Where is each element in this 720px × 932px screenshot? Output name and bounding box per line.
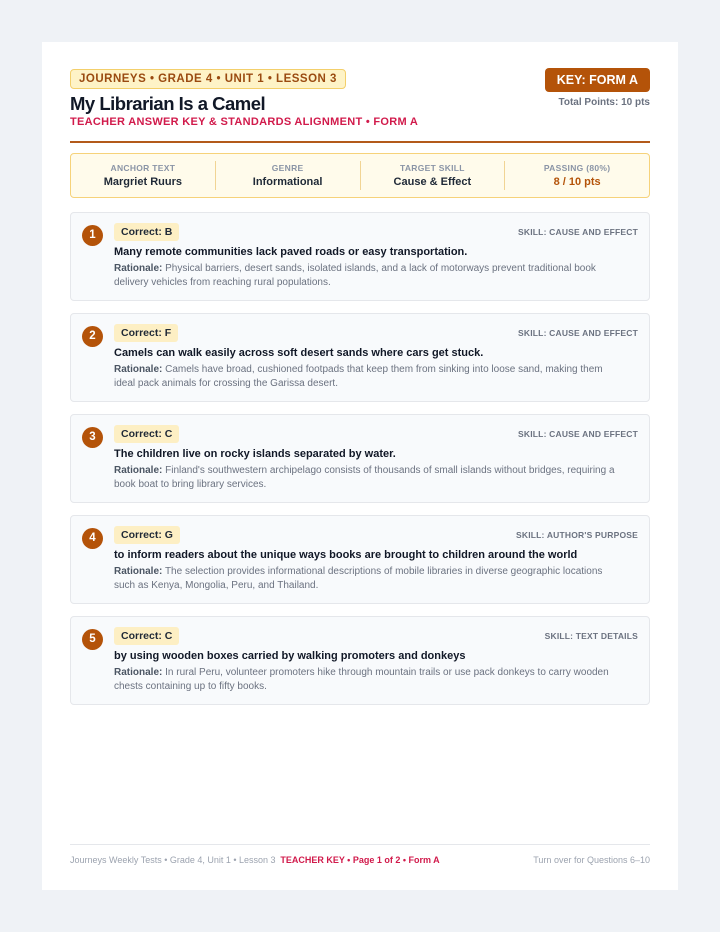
rationale-text: Physical barriers, desert sands, isolated islands, and a lack of motorways prevent traditional book delivery vehicles from reaching rural populations.	[114, 263, 596, 288]
correct-answer-badge: Correct: G	[114, 526, 180, 544]
question-number: 4	[82, 528, 103, 549]
info-genre	[216, 161, 361, 190]
rationale-text: The selection provides informational descriptions of mobile libraries in diverse geographic locations such as Kenya, Mongolia, Peru, and Thailand.	[114, 566, 603, 591]
question-number: 1	[82, 225, 103, 246]
question-stem: Camels can walk easily across soft desert sands where cars get stuck.	[114, 347, 484, 359]
series-tag: JOURNEYS • GRADE 4 • UNIT 1 • LESSON 3	[70, 69, 346, 89]
page-footer	[70, 844, 650, 874]
total-points: Total Points: 10 pts	[558, 97, 650, 108]
rationale-label: Rationale:	[114, 465, 163, 476]
info-value: Informational	[252, 176, 323, 188]
rationale-label: Rationale:	[114, 566, 163, 577]
question-card	[70, 515, 650, 604]
info-passing	[505, 161, 649, 190]
footer-continue-note: Turn over for Questions 6–10	[533, 855, 650, 865]
rationale	[114, 565, 623, 593]
rationale-text: Camels have broad, cushioned footpads that keep them from sinking into loose sand, making them ideal pack animals for crossing the Garissa desert.	[114, 364, 603, 389]
question-card	[70, 313, 650, 402]
question-card	[70, 616, 650, 705]
lesson-info-bar	[70, 153, 650, 198]
correct-answer-badge: Correct: B	[114, 223, 179, 241]
key-form-badge: KEY: FORM A	[545, 68, 650, 92]
info-anchor-text	[71, 161, 216, 190]
rationale-label: Rationale:	[114, 364, 163, 375]
rationale	[114, 666, 623, 694]
footer-series: Journeys Weekly Tests • Grade 4, Unit 1 • Lesson 3	[70, 855, 276, 865]
question-list	[70, 212, 650, 717]
correct-answer-badge: Correct: C	[114, 627, 179, 645]
page-header	[70, 68, 650, 143]
info-label: GENRE	[271, 163, 304, 173]
page-title: My Librarian Is a Camel	[70, 93, 266, 114]
info-value: 8 / 10 pts	[553, 176, 601, 188]
rationale	[114, 363, 623, 391]
question-number: 3	[82, 427, 103, 448]
skill-label: SKILL: TEXT DETAILS	[544, 631, 638, 641]
correct-answer-badge: Correct: C	[114, 425, 179, 443]
question-number: 5	[82, 629, 103, 650]
rationale-label: Rationale:	[114, 667, 163, 678]
rationale	[114, 262, 623, 290]
skill-label: SKILL: CAUSE AND EFFECT	[518, 227, 638, 237]
skill-label: SKILL: AUTHOR'S PURPOSE	[515, 530, 638, 540]
info-label: PASSING (80%)	[543, 163, 611, 173]
question-stem: to inform readers about the unique ways books are brought to children around the world	[114, 549, 578, 561]
rationale	[114, 464, 623, 492]
footer-page-number: TEACHER KEY • Page 1 of 2 • Form A	[280, 855, 440, 865]
rationale-text: In rural Peru, volunteer promoters hike through mountain trails or use pack donkeys to carry wooden chests containing up to fifty books.	[114, 667, 609, 692]
info-value: Margriet Ruurs	[103, 176, 182, 188]
question-stem: The children live on rocky islands separated by water.	[114, 448, 396, 460]
info-target-skill	[361, 161, 506, 190]
rationale-label: Rationale:	[114, 263, 163, 274]
info-value: Cause & Effect	[393, 176, 472, 188]
question-stem: Many remote communities lack paved roads or easy transportation.	[114, 246, 468, 258]
info-label: TARGET SKILL	[399, 163, 465, 173]
question-card	[70, 414, 650, 503]
page-subtitle: TEACHER ANSWER KEY & STANDARDS ALIGNMENT • FORM A	[70, 116, 419, 128]
info-label: ANCHOR TEXT	[110, 163, 176, 173]
page-content	[70, 42, 650, 890]
question-number: 2	[82, 326, 103, 347]
skill-label: SKILL: CAUSE AND EFFECT	[518, 328, 638, 338]
question-card	[70, 212, 650, 301]
question-stem: by using wooden boxes carried by walking promoters and donkeys	[114, 650, 466, 662]
correct-answer-badge: Correct: F	[114, 324, 178, 342]
rationale-text: Finland's southwestern archipelago consists of thousands of small islands without bridges, requiring a book boat to bring library services.	[114, 465, 615, 490]
skill-label: SKILL: CAUSE AND EFFECT	[518, 429, 638, 439]
answer-key-page	[42, 42, 678, 890]
